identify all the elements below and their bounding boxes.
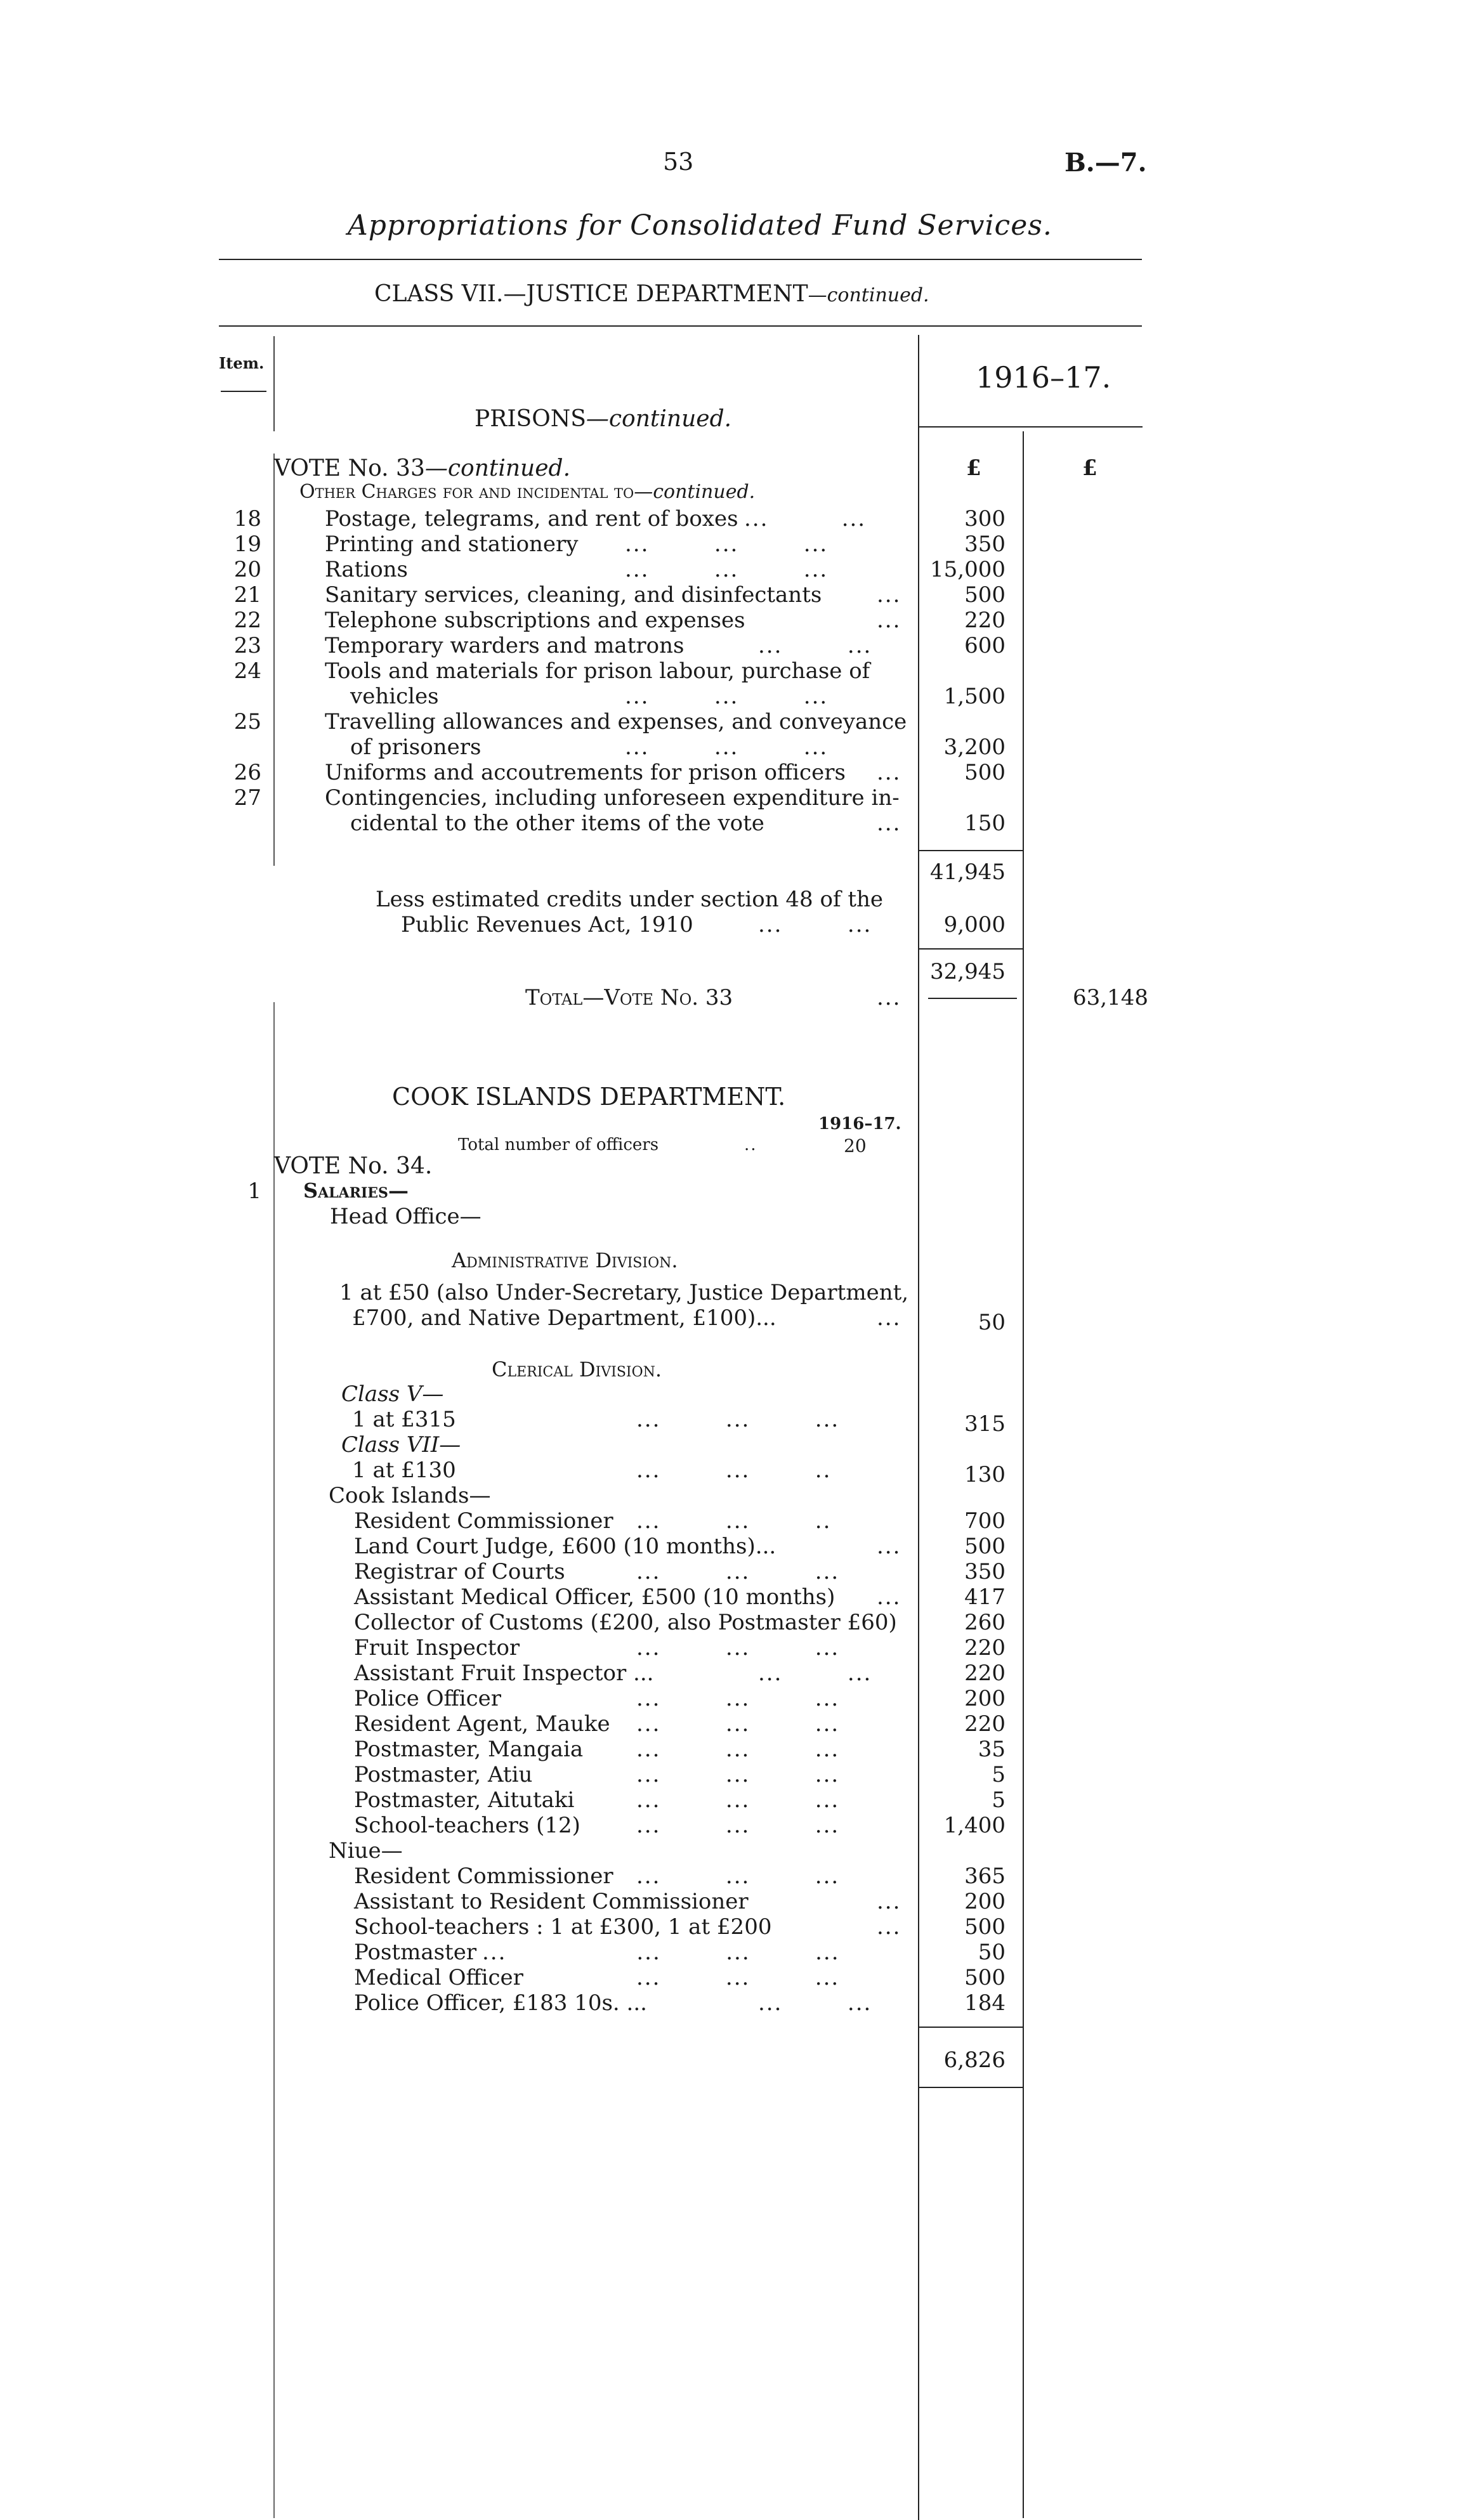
item-number-20: 20 (233, 557, 261, 582)
item-27-amount: 150 (964, 811, 1006, 836)
fiscal-year-heading: 1916–17. (976, 360, 1111, 395)
clerical-division-heading: Clerical Division. (492, 1357, 662, 1381)
niue-item-amount: 365 (964, 1864, 1006, 1889)
niue-item-label: Postmaster (354, 1940, 477, 1965)
cook-item-amount: 260 (964, 1610, 1006, 1635)
leader-dots: ... ... ... (636, 1787, 840, 1813)
leader-dots: ... ... ... (625, 532, 829, 557)
leader-dots: ... ... ... (636, 1965, 840, 1990)
admin-line1: 1 at £50 (also Under-Secretary, Justice Department, (339, 1280, 909, 1305)
prisons-heading (475, 406, 731, 432)
class-vii-amount: 130 (964, 1462, 1006, 1487)
other-charges-continued: —continued. (634, 481, 756, 503)
item-22-amount: 220 (964, 608, 1006, 633)
year-heading-rule (919, 426, 1143, 428)
prisons-item-divider (273, 454, 275, 866)
cook-item-label: Resident Agent, Mauke (354, 1711, 610, 1737)
leader-dots: ... (877, 985, 901, 1010)
item-24-label-line2: vehicles (350, 684, 439, 709)
niue-item-label: Medical Officer (354, 1965, 523, 1990)
leader-dots: ... ... (758, 1661, 872, 1686)
class-vii-heading: Class VII— (341, 1432, 461, 1458)
other-charges-heading (299, 481, 755, 503)
item-number-25: 25 (233, 709, 261, 734)
item-number-24: 24 (233, 658, 261, 684)
vote-33-main: VOTE No. 33 (274, 455, 425, 481)
item-22-label: Telephone subscriptions and expenses (325, 608, 745, 633)
cook-item-amount: 35 (978, 1737, 1006, 1762)
vote-33-total-label: Total—Vote No. 33 (525, 985, 733, 1010)
niue-subheading: Niue— (329, 1838, 403, 1864)
admin-line2: £700, and Native Department, £100)... (352, 1305, 776, 1331)
leader-dots: ... (877, 582, 901, 608)
cook-item-label: Collector of Customs (£200, also Postmaster £60) (354, 1610, 897, 1635)
niue-item-label: Police Officer, £183 10s. ... (354, 1990, 647, 2016)
page-number: 53 (663, 148, 694, 176)
class-heading-main: CLASS VII.—JUSTICE DEPARTMENT (374, 281, 808, 307)
item-19-label: Printing and stationery (325, 532, 579, 557)
item-25-amount: 3,200 (943, 734, 1006, 760)
vote-34-bottom-rule (919, 2087, 1023, 2088)
cook-item-amount: 220 (964, 1661, 1006, 1686)
item-number-21: 21 (233, 582, 261, 608)
leader-dots: ... (877, 1584, 901, 1610)
niue-item-amount: 200 (964, 1889, 1006, 1914)
leader-dots: ... ... (758, 633, 872, 658)
item-27-label-line2: cidental to the other items of the vote (350, 811, 764, 836)
leader-dots: ... ... ... (636, 1559, 840, 1584)
document-reference: B.—7. (1065, 148, 1147, 178)
subtotal-rule (919, 850, 1023, 851)
admin-amount: 50 (978, 1310, 1006, 1335)
niue-item-label: School-teachers : 1 at £300, 1 at £200 (354, 1914, 772, 1940)
leader-dots: ... ... ... (636, 1686, 840, 1711)
header-rule-bottom (219, 325, 1142, 327)
less-credits-amount: 9,000 (943, 912, 1006, 937)
cook-item-amount: 350 (964, 1559, 1006, 1584)
vote-33-subtotal: 41,945 (930, 859, 1006, 885)
leader-dots: ... (877, 760, 901, 785)
cook-item-label: Assistant Medical Officer, £500 (10 months) (354, 1584, 835, 1610)
officers-label: Total number of officers (458, 1135, 659, 1154)
cook-item-amount: 1,400 (943, 1813, 1006, 1838)
leader-dots: ... ... (758, 912, 872, 937)
class-vii-line: 1 at £130 (352, 1458, 456, 1483)
officers-year: 1916–17. (818, 1114, 901, 1133)
class-v-heading: Class V— (341, 1381, 444, 1407)
item-27-label-line1: Contingencies, including unforeseen expenditure in- (325, 785, 900, 811)
leader-dots: .. (744, 1135, 757, 1154)
leader-dots: ... ... ... (636, 1711, 840, 1737)
amount-column-middle-border (1023, 431, 1024, 2518)
leader-dots: ... ... ... (625, 684, 829, 709)
vote-33-heading (274, 455, 570, 481)
vote-34-total: 6,826 (943, 2047, 1006, 2073)
cook-item-label: Postmaster, Aitutaki (354, 1787, 575, 1813)
item-number-18: 18 (233, 506, 261, 532)
administrative-division-heading: Administrative Division. (452, 1248, 678, 1272)
item-25-label-line1: Travelling allowances and expenses, and conveyance (325, 709, 907, 734)
cook-item-amount: 5 (992, 1787, 1006, 1813)
cook-item-label: Land Court Judge, £600 (10 months)... (354, 1534, 776, 1559)
niue-item-label: Assistant to Resident Commissioner (354, 1889, 749, 1914)
item-number-22: 22 (233, 608, 261, 633)
cook-item-label: School-teachers (12) (354, 1813, 580, 1838)
leader-dots: ... ... ... (636, 1864, 840, 1889)
leader-dots: ... ... .. (636, 1458, 832, 1483)
niue-item-amount: 500 (964, 1914, 1006, 1940)
item-number-23: 23 (233, 633, 261, 658)
item-number-19: 19 (233, 532, 261, 557)
vote-33-total-amount: 63,148 (1073, 985, 1148, 1010)
leader-dots: ... (877, 608, 901, 633)
item-26-label: Uniforms and accoutrements for prison officers (325, 760, 846, 785)
item-label-rule (221, 391, 266, 392)
leader-dots: ... ... ... (636, 1813, 840, 1838)
pound-sign-column1: £ (966, 455, 981, 481)
niue-item-amount: 50 (978, 1940, 1006, 1965)
item-24-amount: 1,500 (943, 684, 1006, 709)
salaries-heading: Salaries— (303, 1178, 409, 1203)
cook-item-label: Resident Commissioner (354, 1508, 613, 1534)
vote-33-continued: —continued. (424, 455, 571, 481)
cook-item-label: Assistant Fruit Inspector ... (354, 1661, 654, 1686)
leader-dots: ... ... ... ... (482, 1940, 840, 1965)
class-heading (374, 281, 929, 307)
officers-count: 20 (844, 1135, 867, 1156)
item-20-amount: 15,000 (930, 557, 1006, 582)
cook-item-label: Fruit Inspector (354, 1635, 520, 1661)
cook-item-amount: 220 (964, 1711, 1006, 1737)
cook-item-label: Police Officer (354, 1686, 502, 1711)
cook-item-label: Postmaster, Atiu (354, 1762, 533, 1787)
cook-item-amount: 500 (964, 1534, 1006, 1559)
class-v-line: 1 at £315 (352, 1407, 456, 1432)
item-21-amount: 500 (964, 582, 1006, 608)
page-title: Appropriations for Consolidated Fund Services. (348, 209, 1052, 242)
class-heading-continued: —continued. (808, 284, 929, 306)
item-23-amount: 600 (964, 633, 1006, 658)
cook-islands-heading: COOK ISLANDS DEPARTMENT. (392, 1083, 786, 1111)
prisons-heading-continued: —continued. (586, 406, 732, 432)
vote-33-net: 32,945 (930, 959, 1006, 984)
item-26-amount: 500 (964, 760, 1006, 785)
leader-dots: ... (877, 1305, 901, 1331)
item-number-26: 26 (233, 760, 261, 785)
leader-dots: ... ... ... (636, 1762, 840, 1787)
niue-item-amount: 500 (964, 1965, 1006, 1990)
leader-dots: ... ... ... (636, 1407, 840, 1432)
cook-item-amount: 5 (992, 1762, 1006, 1787)
vote-34-total-rule (919, 2027, 1023, 2028)
cook-item-amount: 220 (964, 1635, 1006, 1661)
total-dash-rule (928, 998, 1017, 999)
leader-dots: ... (877, 1914, 901, 1940)
item-23-label: Temporary warders and matrons (325, 633, 685, 658)
cook-item-label: Postmaster, Mangaia (354, 1737, 584, 1762)
cook-item-amount: 417 (964, 1584, 1006, 1610)
net-rule (919, 948, 1023, 950)
item-number-1: 1 (247, 1178, 261, 1204)
leader-dots: ... ... ... (625, 557, 829, 582)
vote-34-heading: VOTE No. 34. (274, 1153, 433, 1179)
other-charges-main: Other Charges for and incidental to (299, 481, 634, 503)
prisons-heading-main: PRISONS (475, 406, 586, 432)
item-column-label: Item. (219, 354, 265, 372)
item-24-label-line1: Tools and materials for prison labour, purchase of (325, 658, 870, 684)
item-number-27: 27 (233, 785, 261, 811)
cook-item-label: Registrar of Courts (354, 1559, 565, 1584)
cook-islands-subheading: Cook Islands— (329, 1483, 491, 1508)
item-19-amount: 350 (964, 532, 1006, 557)
item-21-label: Sanitary services, cleaning, and disinfectants (325, 582, 822, 608)
leader-dots: ... ... .. (636, 1508, 832, 1534)
niue-item-amount: 184 (964, 1990, 1006, 2016)
cook-item-amount: 200 (964, 1686, 1006, 1711)
cook-item-divider (273, 1002, 275, 2518)
leader-dots: ... ... ... (636, 1737, 840, 1762)
less-credits-line1: Less estimated credits under section 48 of the (376, 887, 884, 912)
item-18-label: Postage, telegrams, and rent of boxes (325, 506, 738, 532)
leader-dots: ... ... (758, 1990, 872, 2016)
header-rule-top (219, 259, 1142, 260)
less-credits-line2: Public Revenues Act, 1910 (401, 912, 693, 937)
pound-sign-column2: £ (1082, 455, 1097, 481)
head-office-heading: Head Office— (330, 1204, 482, 1229)
cook-item-amount: 700 (964, 1508, 1006, 1534)
leader-dots: ... ... ... (636, 1635, 840, 1661)
niue-item-label: Resident Commissioner (354, 1864, 613, 1889)
item-column-divider (273, 336, 275, 431)
leader-dots: ... ... ... (625, 734, 829, 760)
leader-dots: ... (877, 1534, 901, 1559)
item-20-label: Rations (325, 557, 409, 582)
leader-dots: ... ... (744, 506, 867, 532)
class-v-amount: 315 (964, 1411, 1006, 1437)
item-18-amount: 300 (964, 506, 1006, 532)
leader-dots: ... (877, 1889, 901, 1914)
leader-dots: ... (877, 811, 901, 836)
item-25-label-line2: of prisoners (350, 734, 482, 760)
